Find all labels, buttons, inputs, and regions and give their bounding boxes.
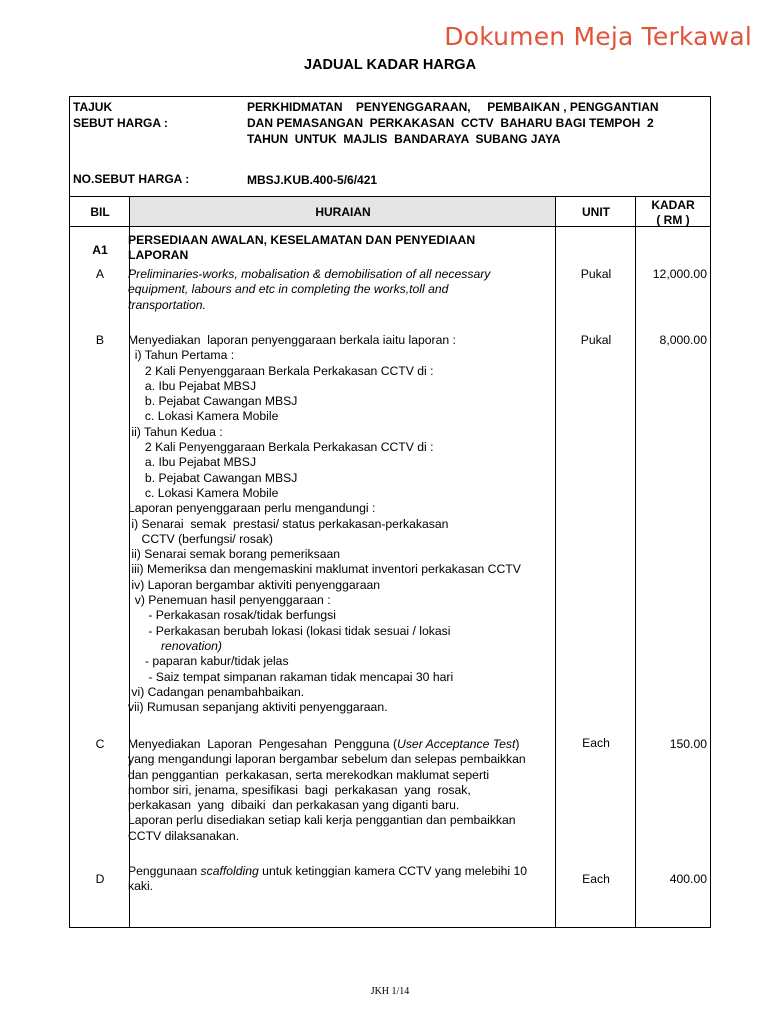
column-header-kadar <box>636 196 710 227</box>
item-b-line: a. Ibu Pejabat MBSJ <box>128 378 257 393</box>
item-d-description <box>128 864 556 895</box>
item-d-line: kaki. <box>128 879 154 894</box>
document-title: JADUAL KADAR HARGA <box>303 57 477 73</box>
item-c-line: CCTV dilaksanakan. <box>128 828 240 843</box>
item-b-line: renovation) <box>161 638 222 653</box>
column-divider <box>635 196 636 928</box>
item-b-line: b. Pejabat Cawangan MBSJ <box>128 394 298 409</box>
kadar-header-line-1: KADAR <box>651 198 695 212</box>
item-b-line: iii) Memeriksa dan mengemaskini maklumat inventori perkakasan CCTV <box>128 562 521 577</box>
item-b-line: - Perkakasan rosak/tidak berfungsi <box>128 608 336 623</box>
item-b-line: c. Lokasi Kamera Mobile <box>128 485 279 500</box>
item-d-line-text: untuk ketinggian kamera CCTV yang melebihi 10 <box>258 864 528 878</box>
item-a-line: transportation. <box>128 297 206 312</box>
item-a-kadar: 12,000.00 <box>652 267 707 281</box>
item-c-description <box>128 737 556 844</box>
item-b-line: vii) Rumusan sepanjang aktiviti penyenggaraan. <box>128 700 388 715</box>
item-b-line: i) Tahun Pertama : <box>128 348 235 363</box>
item-c-line <box>128 737 556 752</box>
item-b-line: - Perkakasan berubah lokasi (lokasi tidak sesuai / lokasi <box>128 623 451 638</box>
item-b-bil: B <box>95 333 105 347</box>
tajuk-label-line-1: TAJUK <box>73 100 113 114</box>
section-title-line-1: PERSEDIAAN AWALAN, KESELAMATAN DAN PENYEDIAAN <box>128 233 476 247</box>
tajuk-line-3: TAHUN UNTUK MAJLIS BANDARAYA SUBANG JAYA <box>247 132 561 146</box>
item-c-unit: Each <box>582 736 610 750</box>
item-b-line: vi) Cadangan penambahbaikan. <box>128 684 305 699</box>
brand-watermark: Dokumen Meja Terkawal <box>444 22 752 51</box>
item-b-line: iv) Laporan bergambar aktiviti penyenggaraan <box>128 577 381 592</box>
item-b-description <box>128 333 556 715</box>
page-footer: JKH 1/14 <box>370 986 410 997</box>
item-c-line: dan penggantian perkakasan, serta merekodkan maklumat seperti <box>128 767 490 782</box>
section-title-line-2: LAPORAN <box>128 248 189 263</box>
item-d-line-text: Penggunaan <box>128 864 201 878</box>
quotation-header <box>70 97 710 197</box>
item-c-line: Laporan perlu disediakan setiap kali kerja penggantian dan pembaikkan <box>128 813 516 828</box>
item-a-unit: Pukal <box>580 267 612 281</box>
column-header-bil: BIL <box>70 196 130 227</box>
item-a-bil: A <box>95 267 105 281</box>
column-header-unit: UNIT <box>556 196 636 227</box>
item-c-line-italic: User Acceptance Test <box>397 737 516 751</box>
tajuk-label-line-2: SEBUT HARGA : <box>73 116 168 130</box>
item-c-bil: C <box>95 737 105 751</box>
item-a-line: Preliminaries-works, mobalisation & demobilisation of all necessary <box>128 267 491 281</box>
item-d-line <box>128 864 556 879</box>
item-b-line: 2 Kali Penyenggaraan Berkala Perkakasan CCTV di : <box>128 440 434 455</box>
section-title <box>128 233 556 264</box>
item-d-unit: Each <box>582 872 610 886</box>
section-bil: A1 <box>92 243 108 257</box>
tajuk-description <box>247 99 705 147</box>
item-b-kadar: 8,000.00 <box>659 333 707 347</box>
item-b-line: - Saiz tempat simpanan rakaman tidak mencapai 30 hari <box>128 669 454 684</box>
item-c-line: perkakasan yang dibaiki dan perkakasan yang diganti baru. <box>128 798 460 813</box>
item-c-line: nombor siri, jenama, spesifikasi bagi perkakasan yang rosak, <box>128 782 471 797</box>
item-b-line: b. Pejabat Cawangan MBSJ <box>128 470 298 485</box>
kadar-header-line-2: ( RM ) <box>656 213 690 227</box>
item-d-kadar: 400.00 <box>669 872 707 886</box>
price-schedule-table <box>69 96 711 928</box>
item-b-line: Menyediakan laporan penyenggaraan berkala iaitu laporan : <box>128 333 456 347</box>
item-b-line: ii) Tahun Kedua : <box>128 424 223 439</box>
item-b-line: v) Penemuan hasil penyenggaraan : <box>128 593 331 608</box>
item-b-line: 2 Kali Penyenggaraan Berkala Perkakasan CCTV di : <box>128 363 434 378</box>
item-d-line-italic: scaffolding <box>200 864 259 878</box>
item-b-line: a. Ibu Pejabat MBSJ <box>128 455 257 470</box>
item-a-description <box>128 267 556 313</box>
item-b-line: i) Senarai semak prestasi/ status perkakasan-perkakasan <box>128 516 449 531</box>
item-b-line: CCTV (berfungsi/ rosak) <box>128 531 273 546</box>
tajuk-line-1: PERKHIDMATAN PENYENGGARAAN, PEMBAIKAN , PENGGANTIAN <box>247 100 659 114</box>
item-d-bil: D <box>95 872 105 886</box>
tajuk-label <box>73 99 168 131</box>
item-c-line: yang mengandungi laporan bergambar sebelum dan selepas pembaikkan <box>128 752 526 767</box>
item-b-line: - paparan kabur/tidak jelas <box>128 654 289 669</box>
item-c-line-text: Menyediakan Laporan Pengesahan Pengguna ( <box>128 737 398 751</box>
item-c-line-text: ) <box>515 737 520 751</box>
item-b-line: Laporan penyenggaraan perlu mengandungi : <box>128 501 376 516</box>
quotation-number-label: NO.SEBUT HARGA : <box>73 172 190 186</box>
item-b-line: c. Lokasi Kamera Mobile <box>128 409 279 424</box>
item-b-line: ii) Senarai semak borang pemeriksaan <box>128 547 341 562</box>
item-b-unit: Pukal <box>580 333 612 347</box>
item-a-line: equipment, labours and etc in completing the works,toll and <box>128 282 449 297</box>
tajuk-line-2: DAN PEMASANGAN PERKAKASAN CCTV BAHARU BAGI TEMPOH 2 <box>247 116 654 130</box>
quotation-number-value: MBSJ.KUB.400-5/6/421 <box>247 173 378 187</box>
item-c-kadar: 150.00 <box>669 737 707 751</box>
column-header-huraian: HURAIAN <box>130 196 556 227</box>
